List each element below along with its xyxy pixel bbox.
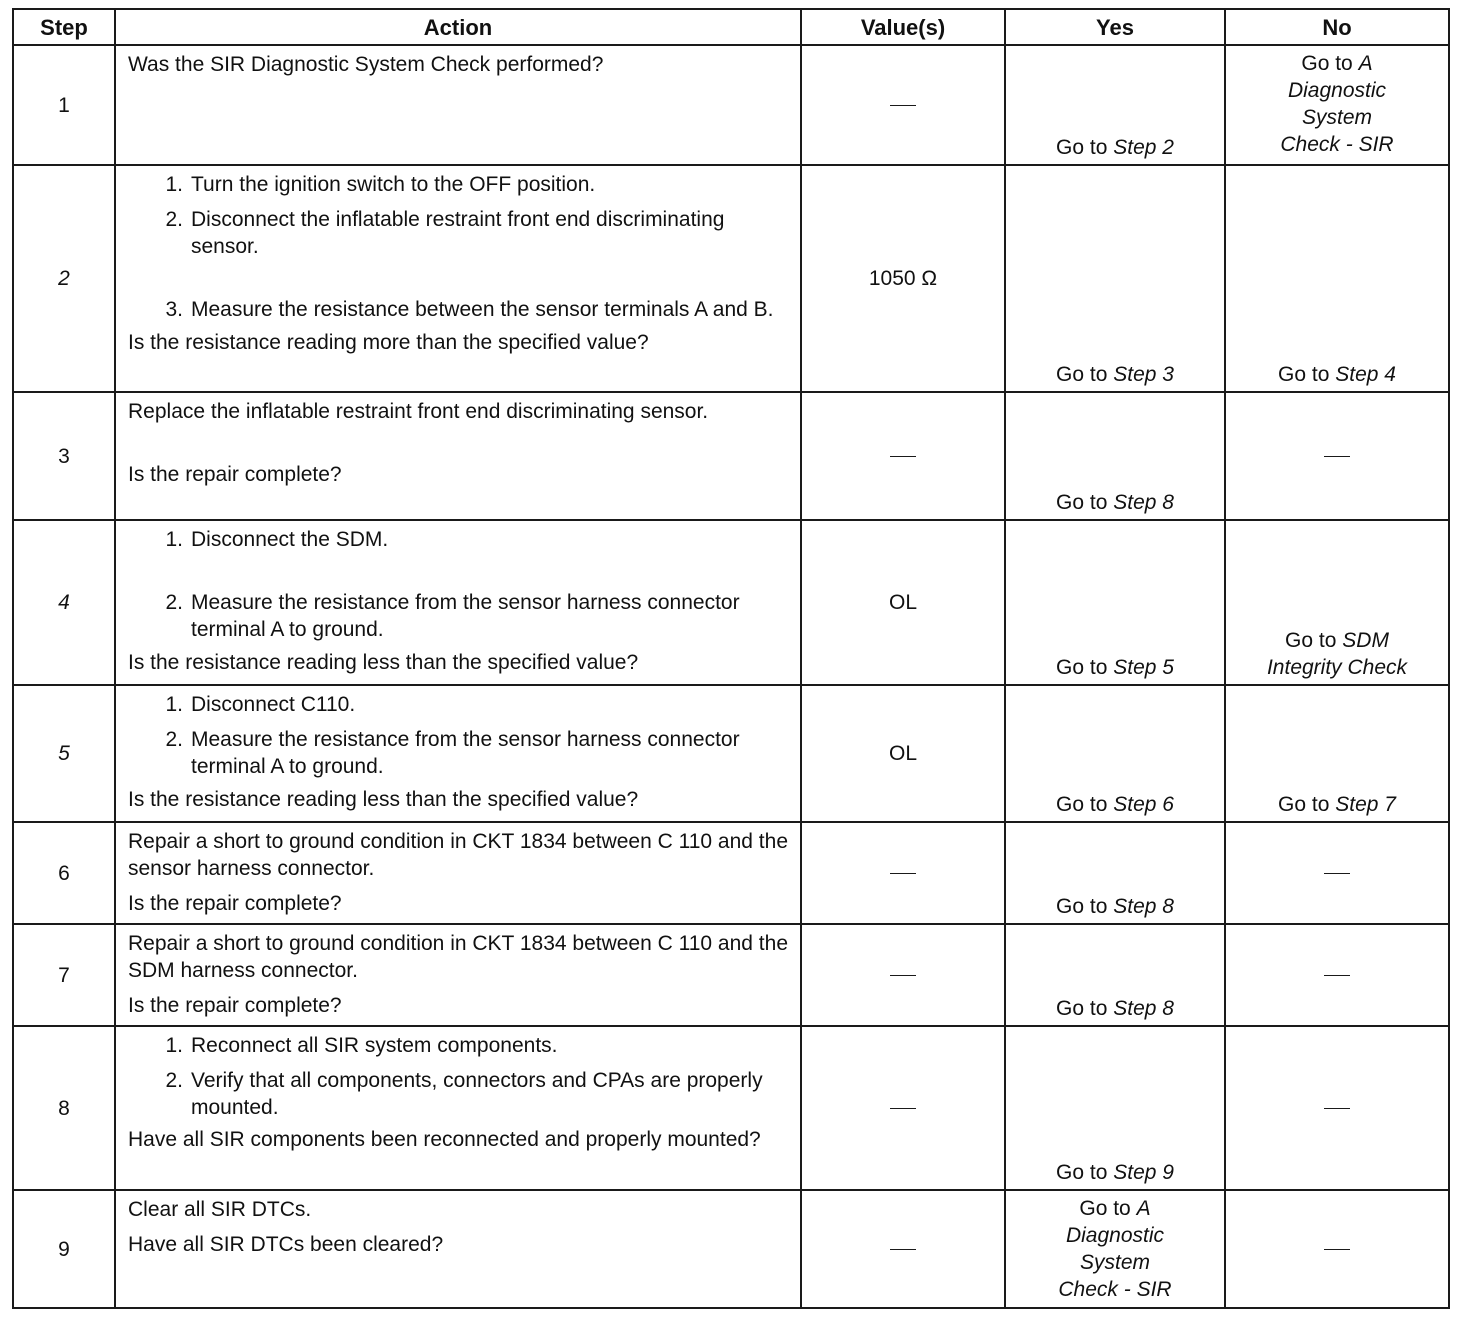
- action-cell: [115, 392, 801, 520]
- dash-mark: [890, 975, 916, 976]
- dash-mark: [890, 1249, 916, 1250]
- dash-mark: [890, 105, 916, 106]
- action-text: Replace the inflatable restraint front end discriminating sensor.: [128, 400, 709, 423]
- instruction-item: 1. Disconnect C110.: [165, 693, 356, 716]
- step-link[interactable]: Step 3: [1113, 363, 1174, 386]
- dash-mark: [1324, 975, 1350, 976]
- instruction-list: [128, 171, 790, 323]
- step-link[interactable]: Step 5: [1113, 656, 1174, 679]
- value-cell: OL: [801, 520, 1005, 685]
- step-link[interactable]: Step 9: [1113, 1161, 1174, 1184]
- table-row: [13, 520, 1449, 685]
- step-number: 9: [13, 1190, 115, 1308]
- no-cell: Go to Step 7: [1225, 685, 1449, 822]
- step-link[interactable]: Step 8: [1113, 491, 1174, 514]
- action-text: Clear all SIR DTCs.: [128, 1198, 312, 1221]
- yes-cell: Go to Step 5: [1005, 520, 1225, 685]
- table-row: [13, 392, 1449, 520]
- header-action: Action: [115, 9, 801, 45]
- table-row: [13, 165, 1449, 392]
- value-cell: [801, 822, 1005, 924]
- no-cell: Go to Step 4: [1225, 165, 1449, 392]
- diagnostic-check-link[interactable]: A: [1136, 1197, 1151, 1220]
- action-cell: [115, 520, 801, 685]
- instruction-item: 1. Turn the ignition switch to the OFF position.: [165, 173, 596, 196]
- step-number: 4: [13, 520, 115, 685]
- yes-cell: Go to Step 3: [1005, 165, 1225, 392]
- action-cell: [115, 1190, 801, 1308]
- action-question: Is the repair complete?: [128, 463, 342, 486]
- action-text: Repair a short to ground condition in CKT 1834 between C 110 and the sensor harness connector.: [128, 830, 788, 880]
- table-row: [13, 45, 1449, 165]
- step-link[interactable]: Step 4: [1335, 363, 1396, 386]
- instruction-item: 2. Measure the resistance from the sensor harness connector terminal A to ground.: [165, 591, 740, 641]
- yes-cell: Go to Step 9: [1005, 1026, 1225, 1190]
- instruction-item: 1. Disconnect the SDM.: [165, 528, 389, 551]
- value-cell: 1050 Ω: [801, 165, 1005, 392]
- action-question: Is the repair complete?: [128, 892, 342, 915]
- step-link[interactable]: Step 8: [1113, 895, 1174, 918]
- dash-mark: [1324, 873, 1350, 874]
- table-row: [13, 685, 1449, 822]
- yes-cell: Go to Step 8: [1005, 822, 1225, 924]
- step-number: 6: [13, 822, 115, 924]
- dash-mark: [1324, 1108, 1350, 1109]
- value-cell: OL: [801, 685, 1005, 822]
- action-cell: [115, 1026, 801, 1190]
- no-cell: Go to SDM Integrity Check: [1225, 520, 1449, 685]
- instruction-list: [128, 526, 790, 643]
- instruction-item: 1. Reconnect all SIR system components.: [165, 1034, 558, 1057]
- header-row: [13, 9, 1449, 45]
- value-cell: [801, 1026, 1005, 1190]
- value-cell: [801, 392, 1005, 520]
- yes-cell: Go to Step 8: [1005, 924, 1225, 1026]
- action-question: Was the SIR Diagnostic System Check performed?: [128, 53, 604, 76]
- action-question: Is the resistance reading less than the specified value?: [128, 651, 639, 674]
- instruction-list: [128, 1032, 790, 1121]
- action-question: Is the resistance reading more than the specified value?: [128, 331, 649, 354]
- value-cell: [801, 1190, 1005, 1308]
- step-number: 7: [13, 924, 115, 1026]
- step-number: 8: [13, 1026, 115, 1190]
- no-cell: [1225, 392, 1449, 520]
- instruction-list: [128, 691, 790, 780]
- yes-cell: Go to Step 8: [1005, 392, 1225, 520]
- action-question: Have all SIR components been reconnected and properly mounted?: [128, 1128, 761, 1151]
- sdm-integrity-link[interactable]: SDM: [1342, 629, 1389, 652]
- no-cell: [1225, 1190, 1449, 1308]
- header-yes: Yes: [1005, 9, 1225, 45]
- header-value: Value(s): [801, 9, 1005, 45]
- diagnostic-table: [12, 8, 1450, 1309]
- action-cell: [115, 822, 801, 924]
- step-number: 5: [13, 685, 115, 822]
- step-link[interactable]: Step 6: [1113, 793, 1174, 816]
- action-cell: [115, 45, 801, 165]
- instruction-item: 2. Verify that all components, connectors and CPAs are properly mounted.: [165, 1069, 763, 1119]
- action-cell: [115, 924, 801, 1026]
- action-cell: [115, 685, 801, 822]
- yes-cell: Go to Step 2: [1005, 45, 1225, 165]
- table-row: [13, 1190, 1449, 1308]
- action-cell: [115, 165, 801, 392]
- action-text: Repair a short to ground condition in CKT 1834 between C 110 and the SDM harness connector.: [128, 932, 788, 982]
- value-cell: [801, 924, 1005, 1026]
- yes-cell: Go to Step 6: [1005, 685, 1225, 822]
- dash-mark: [1324, 1249, 1350, 1250]
- instruction-item: 3. Measure the resistance between the sensor terminals A and B.: [165, 298, 774, 321]
- action-question: Is the resistance reading less than the specified value?: [128, 788, 639, 811]
- table-row: [13, 1026, 1449, 1190]
- dash-mark: [1324, 456, 1350, 457]
- no-cell: [1225, 1026, 1449, 1190]
- yes-cell: Go to A Diagnostic System Check - SIR: [1005, 1190, 1225, 1308]
- step-number: 1: [13, 45, 115, 165]
- no-cell: [1225, 822, 1449, 924]
- instruction-item: 2. Measure the resistance from the sensor harness connector terminal A to ground.: [165, 728, 740, 778]
- instruction-item: 2. Disconnect the inflatable restraint front end discriminating sensor.: [165, 208, 725, 258]
- step-number: 3: [13, 392, 115, 520]
- header-step: Step: [13, 9, 115, 45]
- step-link[interactable]: Step 8: [1113, 997, 1174, 1020]
- dash-mark: [890, 873, 916, 874]
- no-cell: [1225, 924, 1449, 1026]
- step-link[interactable]: Step 2: [1113, 136, 1174, 159]
- step-link[interactable]: Step 7: [1335, 793, 1396, 816]
- table-row: [13, 822, 1449, 924]
- action-question: Have all SIR DTCs been cleared?: [128, 1233, 444, 1256]
- step-number: 2: [13, 165, 115, 392]
- diagnostic-check-link[interactable]: A: [1358, 52, 1373, 75]
- dash-mark: [890, 456, 916, 457]
- header-no: No: [1225, 9, 1449, 45]
- no-cell: Go to A Diagnostic System Check - SIR: [1225, 45, 1449, 165]
- action-question: Is the repair complete?: [128, 994, 342, 1017]
- dash-mark: [890, 1108, 916, 1109]
- value-cell: [801, 45, 1005, 165]
- table-row: [13, 924, 1449, 1026]
